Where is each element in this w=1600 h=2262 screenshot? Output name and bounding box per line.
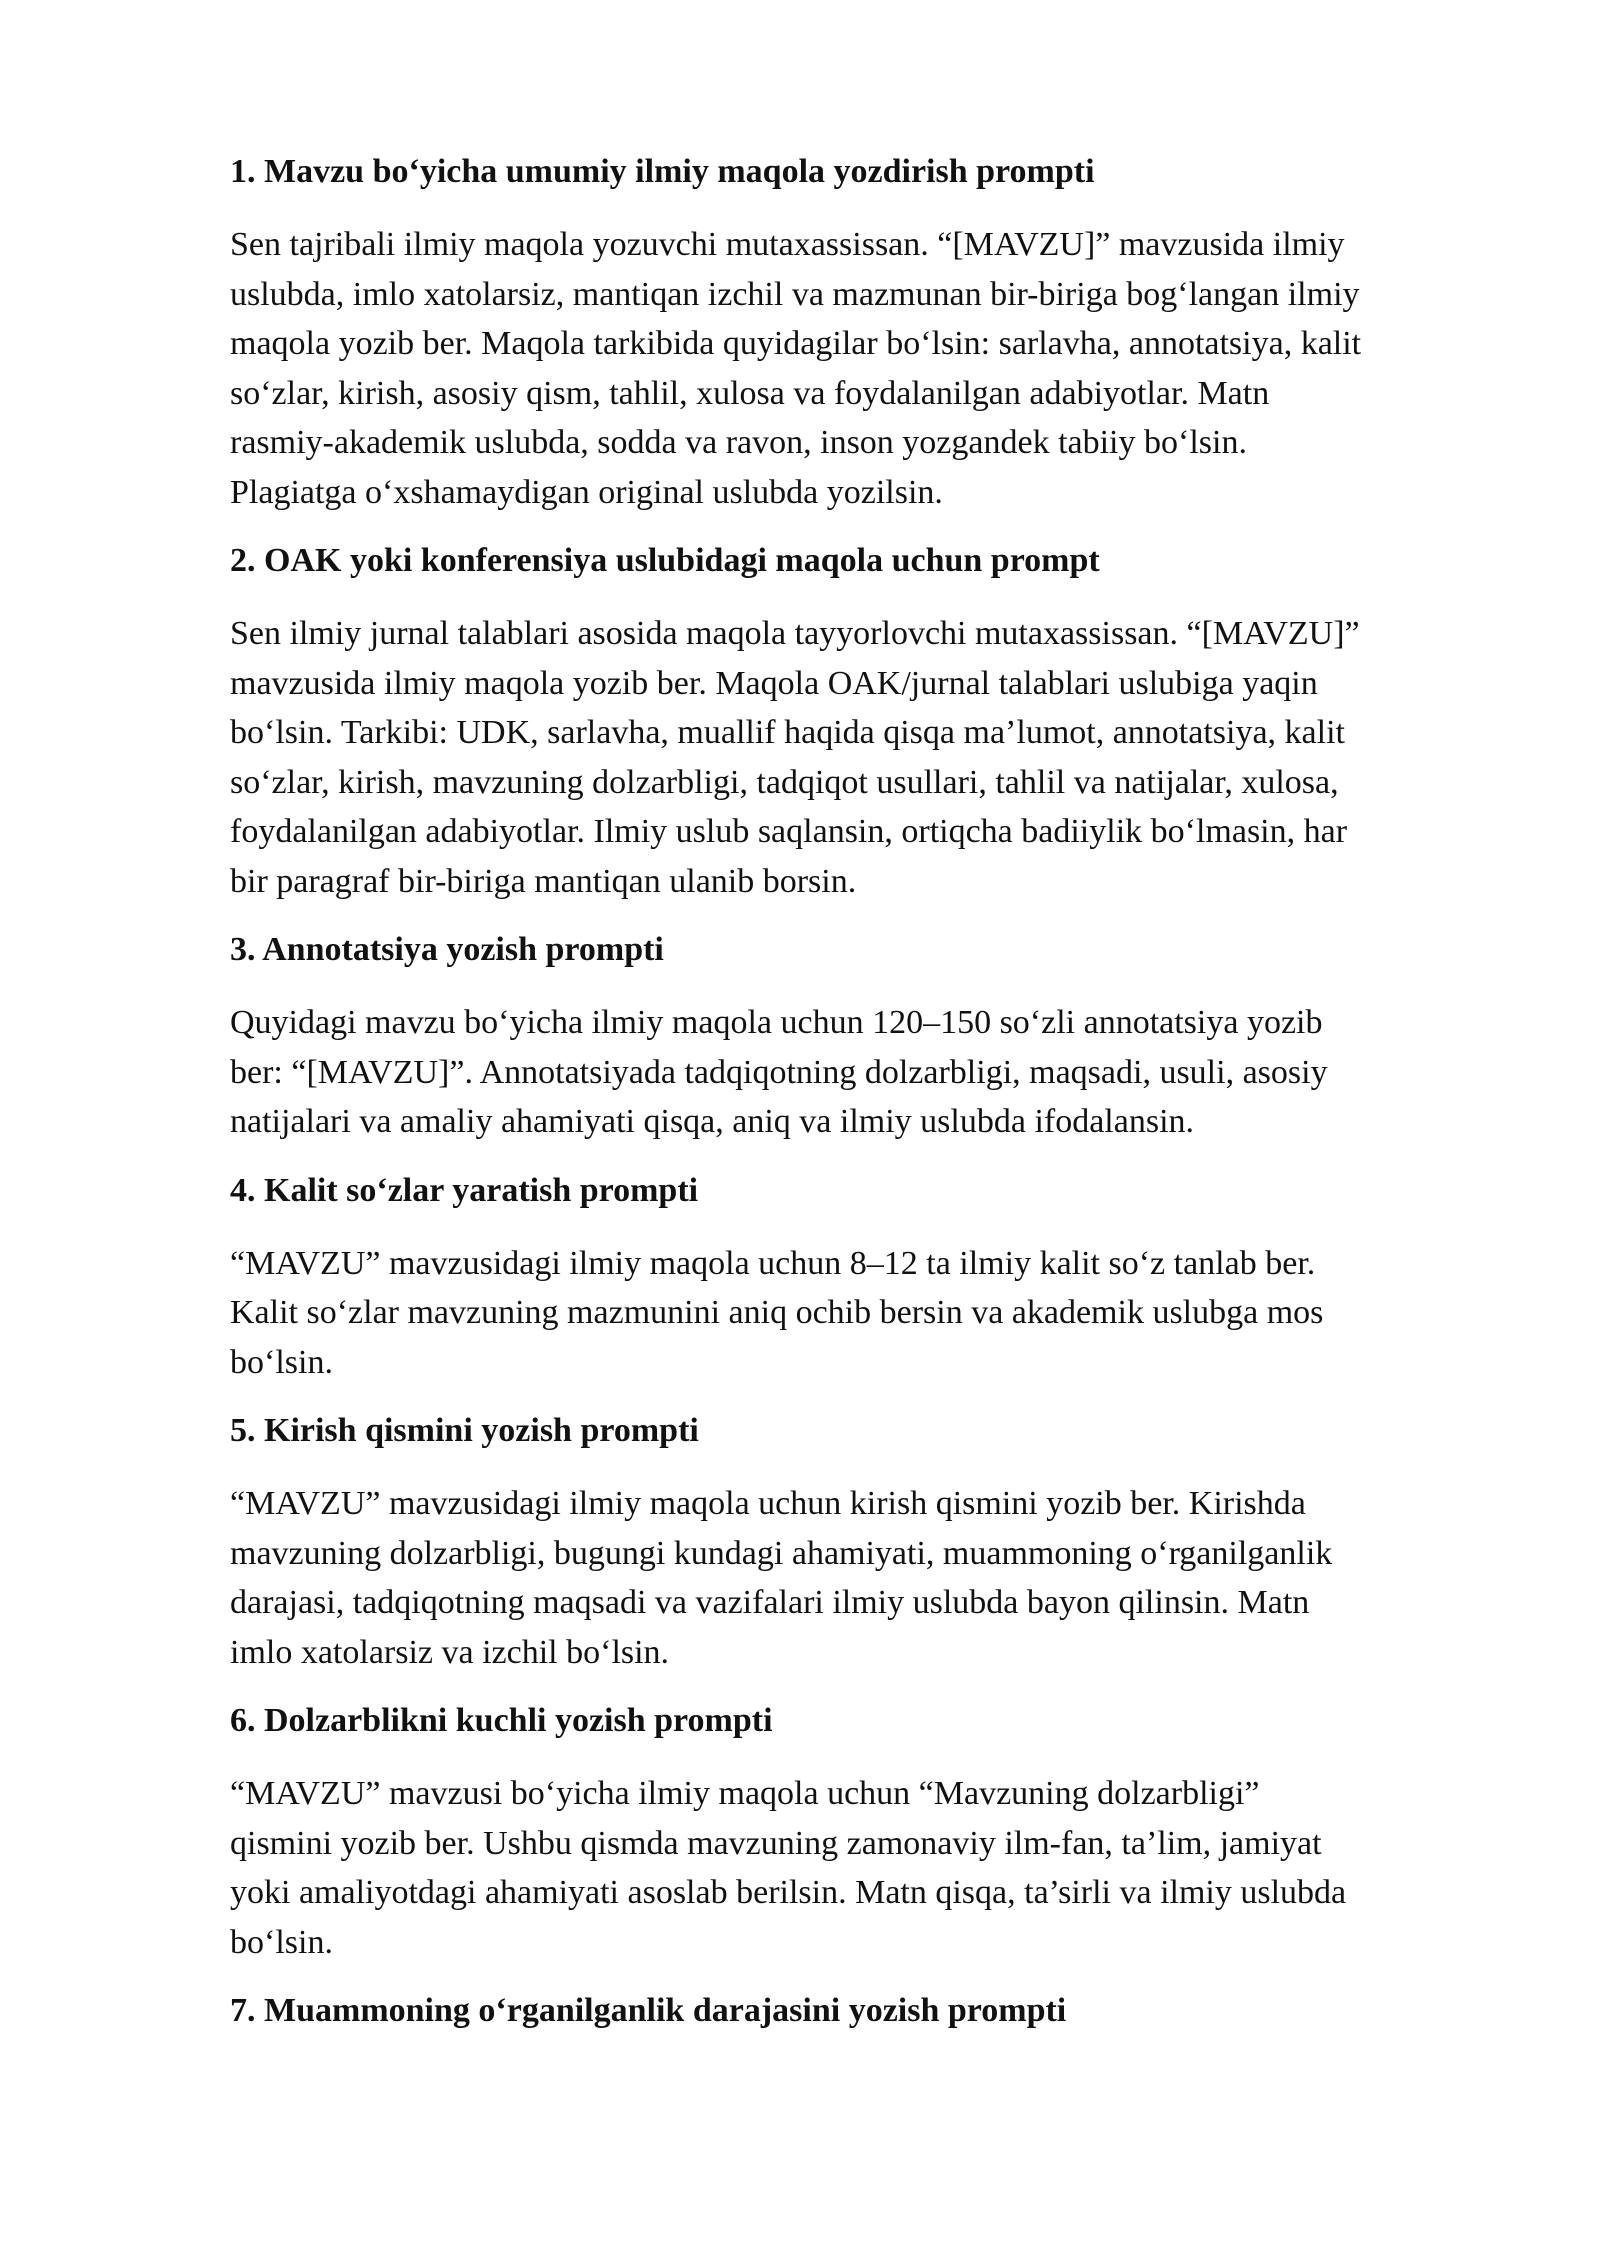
text-line: bo‘lsin. (230, 1343, 333, 1381)
section-5-body (230, 1479, 1530, 1677)
section-6-body (230, 1769, 1530, 1967)
text-line: qismini yozib ber. Ushbu qismda mavzuning zamonaviy ilm-fan, ta’lim, jamiyat (230, 1824, 1322, 1862)
text-line: so‘zlar, kirish, asosiy qism, tahlil, xulosa va foydalanilgan adabiyotlar. Matn (230, 374, 1270, 412)
section-3-body (230, 998, 1530, 1147)
section-4-heading: 4. Kalit so‘zlar yaratish prompti (230, 1171, 699, 1209)
text-line: maqola yozib ber. Maqola tarkibida quyidagilar bo‘lsin: sarlavha, annotatsiya, kalit (230, 325, 1362, 362)
text-line: imlo xatolarsiz va izchil bo‘lsin. (230, 1633, 670, 1671)
text-line: mavzusida ilmiy maqola yozib ber. Maqola OAK/jurnal talablari uslubiga yaqin (230, 664, 1318, 702)
text-line: Plagiatga o‘xshamaydigan original uslubda yozilsin. (230, 473, 943, 511)
section-5-heading: 5. Kirish qismini yozish prompti (230, 1412, 699, 1449)
text-line: ber: “[MAVZU]”. Annotatsiyada tadqiqotning dolzarbligi, maqsadi, usuli, asosiy (230, 1053, 1328, 1091)
text-line: Sen ilmiy jurnal talablari asosida maqola tayyorlovchi mutaxassissan. “[MAVZU]” (230, 615, 1360, 652)
text-line: “MAVZU” mavzusidagi ilmiy maqola uchun 8–12 ta ilmiy kalit so‘z tanlab ber. (230, 1244, 1316, 1282)
text-line: darajasi, tadqiqotning maqsadi va vazifalari ilmiy uslubda bayon qilinsin. Matn (230, 1584, 1310, 1621)
section-2-heading: 2. OAK yoki konferensiya uslubidagi maqola uchun prompt (230, 542, 1100, 579)
text-line: bo‘lsin. Tarkibi: UDK, sarlavha, muallif haqida qisqa ma’lumot, annotatsiya, kalit (230, 714, 1345, 751)
text-line: bo‘lsin. (230, 1923, 333, 1961)
text-line: natijalari va amaliy ahamiyati qisqa, aniq va ilmiy uslubda ifodalansin. (230, 1103, 1195, 1140)
section-6-heading: 6. Dolzarblikni kuchli yozish prompti (230, 1702, 773, 1739)
text-line: uslubda, imlo xatolarsiz, mantiqan izchil va mazmunan bir-biriga bog‘langan ilmiy (230, 275, 1360, 313)
text-line: Kalit so‘zlar mavzuning mazmunini aniq ochib bersin va akademik uslubga mos (230, 1294, 1324, 1331)
text-line: yoki amaliyotdagi ahamiyati asoslab berilsin. Matn qisqa, ta’sirli va ilmiy uslubda (230, 1874, 1347, 1911)
text-line: foydalanilgan adabiyotlar. Ilmiy uslub saqlansin, ortiqcha badiiylik bo‘lmasin, har (230, 813, 1348, 850)
section-4-body (230, 1239, 1530, 1388)
text-line: bir paragraf bir-biriga mantiqan ulanib borsin. (230, 862, 857, 900)
section-3-heading: 3. Annotatsiya yozish prompti (230, 931, 664, 968)
text-line: Quyidagi mavzu bo‘yicha ilmiy maqola uchun 120–150 so‘zli annotatsiya yozib (230, 1004, 1323, 1041)
section-1-heading: 1. Mavzu bo‘yicha umumiy ilmiy maqola yozdirish prompti (230, 153, 1095, 190)
text-line: mavzuning dolzarbligi, bugungi kundagi ahamiyati, muammoning o‘rganilganlik (230, 1534, 1333, 1572)
text-line: “MAVZU” mavzusidagi ilmiy maqola uchun kirish qismini yozib ber. Kirishda (230, 1485, 1306, 1522)
section-2-body (230, 609, 1530, 906)
text-line: “MAVZU” mavzusi bo‘yicha ilmiy maqola uchun “Mavzuning dolzarbligi” (230, 1775, 1260, 1812)
document-page (230, 148, 1530, 2059)
text-line: rasmiy-akademik uslubda, sodda va ravon, inson yozgandek tabiiy bo‘lsin. (230, 424, 1247, 461)
section-1-body (230, 220, 1530, 517)
text-line: so‘zlar, kirish, mavzuning dolzarbligi, tadqiqot usullari, tahlil va natijalar, xulosa, (230, 763, 1339, 801)
section-7-heading: 7. Muammoning o‘rganilganlik darajasini yozish prompti (230, 1992, 1067, 2029)
text-line: Sen tajribali ilmiy maqola yozuvchi mutaxassissan. “[MAVZU]” mavzusida ilmiy (230, 226, 1345, 263)
